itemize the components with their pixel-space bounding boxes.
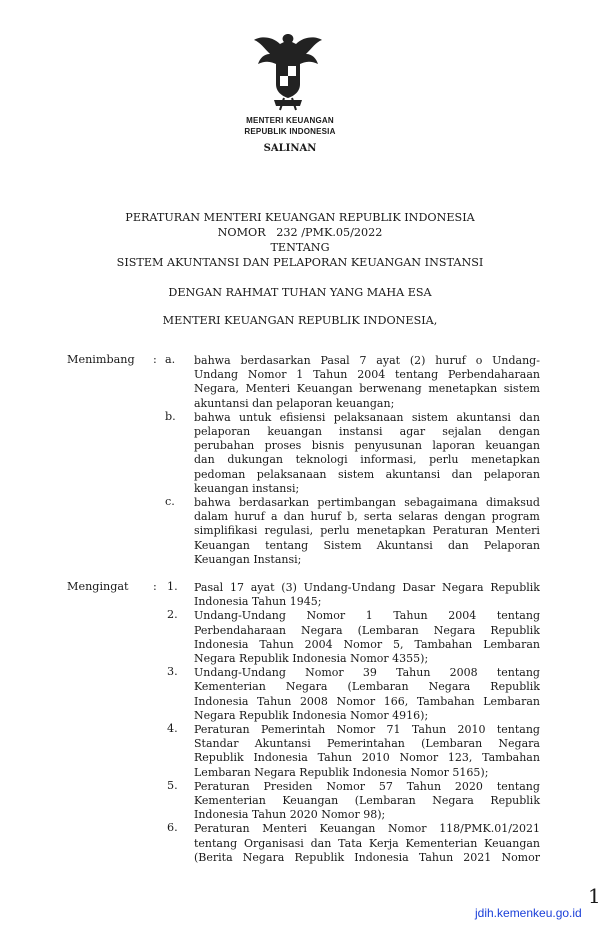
authority-line: MENTERI KEUANGAN REPUBLIK INDONESIA, bbox=[162, 314, 438, 327]
mengingat-item-line: Kementerian Negara (Lembaran Negara Republik bbox=[194, 680, 540, 694]
menimbang-item-line: Negara, Menteri Keuangan berwenang menetapkan sistem bbox=[194, 382, 540, 396]
menimbang-item-line: simplifikasi regulasi, perlu menetapkan Peraturan Menteri bbox=[194, 524, 540, 538]
mengingat-item-line: tentang Organisasi dan Tata Kerja Kementerian Keuangan bbox=[194, 836, 540, 850]
mengingat-item-line: Republik Indonesia Tahun 2010 Nomor 123, Tambahan bbox=[194, 751, 540, 765]
blessing-line: DENGAN RAHMAT TUHAN YANG MAHA ESA bbox=[168, 286, 432, 299]
menimbang-item-line: pedoman pelaksanaan sistem akuntansi dan pelaporan bbox=[194, 467, 540, 481]
mengingat-item-mark: 4. bbox=[167, 722, 178, 735]
mengingat-item-line: Undang-Undang Nomor 1 Tahun 2004 tentang bbox=[194, 609, 540, 623]
mengingat-item-line: Indonesia Tahun 1945; bbox=[194, 595, 322, 609]
mengingat-item-line: Negara Republik Indonesia Nomor 4355); bbox=[194, 652, 429, 665]
mengingat-item-line: Indonesia Tahun 2004 Nomor 5, Tambahan Lembaran bbox=[194, 637, 540, 651]
mengingat-item-line: Negara Republik Indonesia Nomor 4916); bbox=[194, 708, 429, 722]
mengingat-item-mark: 2. bbox=[167, 608, 178, 622]
copy-stamp: SALINAN bbox=[263, 143, 317, 154]
mengingat-item-line: Standar Akuntansi Pemerintahan (Lembaran Negara bbox=[194, 737, 540, 751]
mengingat-label: Mengingat bbox=[67, 580, 129, 593]
menimbang-item-line: bahwa berdasarkan pertimbangan sebagaimana dimaksud bbox=[194, 496, 540, 509]
menimbang-item-line: dan dukungan teknologi informasi, perlu menetapkan bbox=[194, 453, 540, 467]
mengingat-item-line: Indonesia Tahun 2008 Nomor 166, Tambahan Lembaran bbox=[194, 694, 540, 708]
garuda-emblem-icon bbox=[250, 30, 326, 112]
menimbang-item-line: bahwa untuk efisiensi pelaksanaan sistem akuntansi dan bbox=[194, 410, 540, 424]
mengingat-item-line: (Berita Negara Republik Indonesia Tahun 2021 Nomor bbox=[194, 850, 540, 864]
mengingat-item-mark: 1. bbox=[167, 580, 178, 593]
mengingat-item-line: Pasal 17 ayat (3) Undang-Undang Dasar Negara Republik bbox=[194, 581, 540, 594]
ministry-name: MENTERI KEUANGAN bbox=[246, 116, 334, 125]
menimbang-item-mark: c. bbox=[165, 495, 175, 508]
jdih-link[interactable]: jdih.kemenkeu.go.id bbox=[475, 906, 582, 920]
mengingat-item-line: Kementerian Keuangan (Lembaran Negara Republik bbox=[194, 794, 540, 807]
menimbang-item-line: dalam huruf a dan huruf b, serta selaras dengan program bbox=[194, 510, 540, 524]
menimbang-colon: : bbox=[153, 353, 157, 366]
menimbang-item-line: Undang Nomor 1 Tahun 2004 tentang Perbendaharaan bbox=[194, 368, 540, 382]
mengingat-item-line: Indonesia Tahun 2020 Nomor 98); bbox=[194, 808, 386, 822]
regulation-title: PERATURAN MENTERI KEUANGAN REPUBLIK INDONESIA bbox=[125, 211, 475, 224]
mengingat-item-mark: 6. bbox=[167, 821, 178, 835]
mengingat-item-mark: 5. bbox=[167, 778, 178, 792]
regulation-number: NOMOR 232 /PMK.05/2022 bbox=[217, 226, 383, 239]
mengingat-item-line: Perbendaharaan Negara (Lembaran Negara Republik bbox=[194, 623, 540, 637]
mengingat-item-line: Peraturan Pemerintah Nomor 71 Tahun 2010 tentang bbox=[194, 723, 540, 736]
page-number: 1 bbox=[588, 884, 601, 908]
country-name: REPUBLIK INDONESIA bbox=[244, 127, 336, 136]
menimbang-item-line: Keuangan Instansi; bbox=[194, 552, 302, 566]
menimbang-item-mark: b. bbox=[165, 409, 176, 423]
menimbang-item-mark: a. bbox=[165, 353, 176, 366]
regulation-about: TENTANG bbox=[270, 241, 330, 254]
mengingat-item-line: Lembaran Negara Republik Indonesia Nomor 5165); bbox=[194, 765, 489, 779]
mengingat-item-mark: 3. bbox=[167, 665, 178, 679]
menimbang-item-line: perubahan proses bisnis penyusunan laporan keuangan bbox=[194, 439, 540, 453]
menimbang-item-line: Keuangan tentang Sistem Akuntansi dan Pelaporan bbox=[194, 538, 540, 552]
menimbang-label: Menimbang bbox=[67, 353, 135, 366]
mengingat-item-line: Peraturan Presiden Nomor 57 Tahun 2020 tentang bbox=[194, 779, 540, 793]
mengingat-colon: : bbox=[153, 580, 157, 593]
menimbang-item-line: bahwa berdasarkan Pasal 7 ayat (2) huruf o Undang- bbox=[194, 354, 540, 367]
menimbang-item-line: keuangan instansi; bbox=[194, 481, 300, 495]
mengingat-item-line: Peraturan Menteri Keuangan Nomor 118/PMK.01/2021 bbox=[194, 822, 540, 836]
menimbang-item-line: pelaporan keuangan instansi agar sejalan dengan bbox=[194, 425, 540, 438]
mengingat-item-line: Undang-Undang Nomor 39 Tahun 2008 tentang bbox=[194, 666, 540, 680]
menimbang-item-line: akuntansi dan pelaporan keuangan; bbox=[194, 396, 395, 410]
regulation-subject: SISTEM AKUNTANSI DAN PELAPORAN KEUANGAN INSTANSI bbox=[116, 256, 484, 269]
